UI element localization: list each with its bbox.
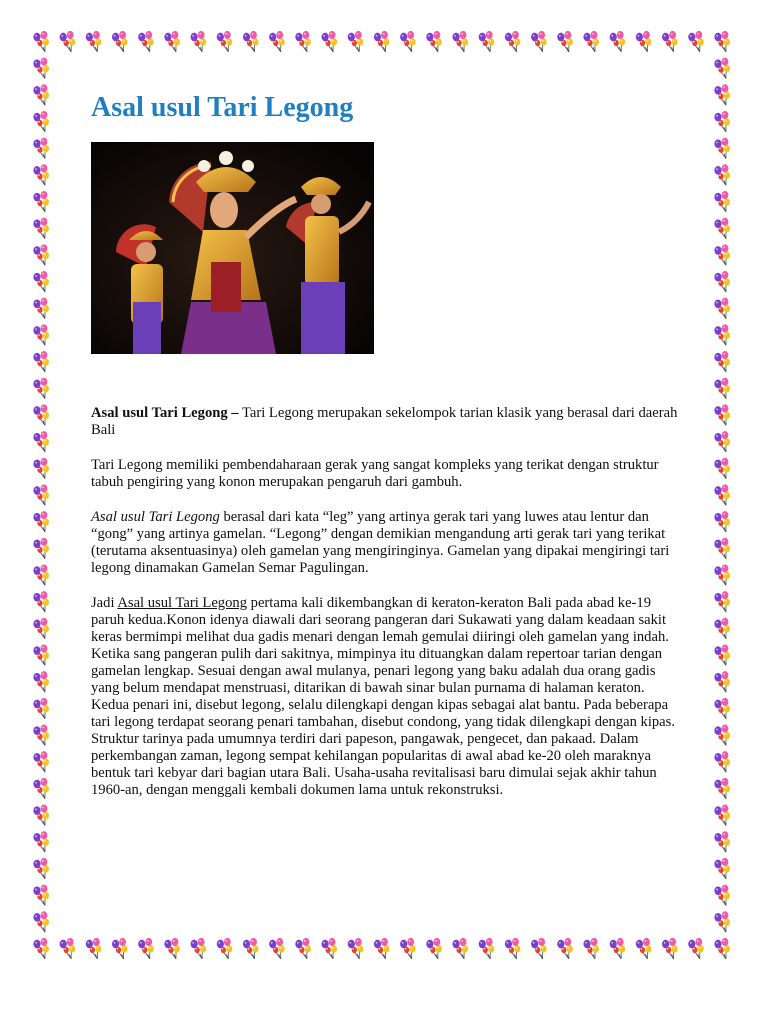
balloon-bunch-icon [583, 31, 599, 52]
balloon-bunch-icon [269, 31, 285, 52]
paragraph-sejarah [91, 595, 681, 799]
balloon-bunch-icon [714, 805, 730, 826]
balloon-bunch-icon [636, 31, 652, 52]
balloon-bunch-icon [33, 404, 49, 425]
balloon-bunch-icon [714, 138, 730, 159]
balloon-bunch-icon [714, 351, 730, 372]
balloon-bunch-icon [322, 938, 338, 959]
balloon-bunch-icon [714, 751, 730, 772]
balloon-bunch-icon [714, 458, 730, 479]
asal-usul-link[interactable]: Asal usul Tari Legong [117, 595, 247, 611]
sejarah-prefix: Jadi [91, 595, 118, 611]
balloon-bunch-icon [33, 858, 49, 879]
balloon-bunch-icon [714, 725, 730, 746]
balloon-bunch-icon [505, 938, 521, 959]
balloon-bunch-icon [33, 938, 49, 959]
balloon-bunch-icon [33, 271, 49, 292]
balloon-bunch-icon [217, 31, 233, 52]
article-body [91, 405, 681, 817]
page-title: Asal usul Tari Legong [91, 92, 354, 123]
balloon-bunch-icon [714, 218, 730, 239]
balloon-bunch-icon [714, 164, 730, 185]
balloon-bunch-icon [33, 324, 49, 345]
balloon-bunch-icon [112, 31, 128, 52]
balloon-bunch-icon [33, 458, 49, 479]
balloon-bunch-icon [191, 31, 207, 52]
balloon-bunch-icon [33, 698, 49, 719]
balloon-bunch-icon [714, 858, 730, 879]
balloon-bunch-icon [531, 938, 547, 959]
balloon-bunch-icon [164, 31, 180, 52]
balloon-bunch-icon [557, 938, 573, 959]
balloon-bunch-icon [348, 938, 364, 959]
balloon-bunch-icon [714, 484, 730, 505]
balloon-bunch-icon [33, 191, 49, 212]
balloon-bunch-icon [191, 938, 207, 959]
balloon-bunch-icon [479, 31, 495, 52]
balloon-bunch-icon [714, 671, 730, 692]
intro-text: Tari Legong merupakan sekelompok tarian klasik yang berasal dari daerah Bali [91, 405, 678, 438]
balloon-bunch-icon [452, 938, 468, 959]
balloon-bunch-icon [714, 885, 730, 906]
balloon-bunch-icon [583, 938, 599, 959]
balloon-bunch-icon [714, 831, 730, 852]
balloon-bunch-icon [714, 644, 730, 665]
balloon-bunch-icon [610, 31, 626, 52]
balloon-bunch-icon [60, 31, 76, 52]
balloon-bunch-icon [217, 938, 233, 959]
balloon-bunch-icon [636, 938, 652, 959]
balloon-bunch-icon [33, 805, 49, 826]
balloon-bunch-icon [33, 218, 49, 239]
balloon-bunch-icon [714, 618, 730, 639]
balloon-bunch-icon [243, 938, 259, 959]
balloon-bunch-icon [33, 885, 49, 906]
balloon-bunch-icon [295, 31, 311, 52]
balloon-bunch-icon [60, 938, 76, 959]
balloon-bunch-icon [400, 938, 416, 959]
balloon-bunch-icon [714, 431, 730, 452]
balloon-bunch-icon [557, 31, 573, 52]
balloon-bunch-icon [714, 84, 730, 105]
balloon-bunch-icon [714, 31, 730, 52]
balloon-bunch-icon [33, 244, 49, 265]
etimologi-italic-lead: Asal usul Tari Legong [91, 509, 220, 525]
balloon-bunch-icon [714, 324, 730, 345]
balloon-bunch-icon [86, 938, 102, 959]
balloon-bunch-icon [33, 164, 49, 185]
balloon-bunch-icon [714, 298, 730, 319]
balloon-bunch-icon [714, 111, 730, 132]
etimologi-text: berasal dari kata “leg” yang artinya gerak tari yang luwes atau lentur dan “gong” yang artinya gamelan. “Legong” dengan demikian mengandung arti gerak tari yang terikat (terutama aksentuasinya) oleh gamelan yang mengiringinya. Gamelan yang dipakai mengiringi tari legong dinamakan Gamelan Semar Pagulingan. [91, 509, 670, 576]
intro-bold-lead: Asal usul Tari Legong – [91, 405, 239, 421]
balloon-bunch-icon [714, 511, 730, 532]
balloon-bunch-icon [33, 591, 49, 612]
balloon-bunch-icon [505, 31, 521, 52]
balloon-bunch-icon [33, 31, 49, 52]
balloon-bunch-icon [688, 938, 704, 959]
balloon-bunch-icon [86, 31, 102, 52]
balloon-bunch-icon [295, 938, 311, 959]
paragraph-etimologi [91, 509, 681, 577]
balloon-bunch-icon [714, 778, 730, 799]
balloon-bunch-icon [33, 58, 49, 79]
balloon-bunch-icon [662, 31, 678, 52]
balloon-bunch-icon [400, 31, 416, 52]
balloon-bunch-icon [374, 31, 390, 52]
balloon-bunch-icon [714, 58, 730, 79]
balloon-bunch-icon [33, 671, 49, 692]
sejarah-text: pertama kali dikembangkan di keraton-keraton Bali pada abad ke-19 paruh kedua.Konon idenya diawali dari seorang pangeran dari Sukawati yang dalam keadaan sakit keras bermimpi melihat dua gadis menari dengan lemah gemulai diiringi oleh gamelan yang indah. Ketika sang pangeran pulih dari sakitnya, mimpinya itu dituangkan dalam repertoar tarian dengan gamelan lengkap. Sesuai dengan awal mulanya, penari legong yang baku adalah dua orang gadis yang belum mendapat menstruasi, ditarikan di bawah sinar bulan purnama di halaman keraton. Kedua penari ini, disebut legong, selalu dilengkapi dengan kipas sebagai alat bantu. Pada beberapa tari legong terdapat seorang penari tambahan, disebut condong, yang tidak dilengkapi dengan kipas. Struktur tarinya pada umumnya terdiri dari papeson, pangawak, pengecet, dan pakaad. Dalam perkembangan zaman, legong sempat kehilangan popularitas di awal abad ke-20 oleh maraknya bentuk tari kebyar dari bagian utara Bali. Usaha-usaha revitalisasi baru dimulai sejak akhir tahun 1960-an, dengan menggali kembali dokumen lama untuk rekonstruksi. [91, 595, 675, 798]
legong-dancers-photo [91, 142, 374, 354]
balloon-bunch-icon [33, 351, 49, 372]
balloon-bunch-icon [33, 751, 49, 772]
balloon-bunch-icon [714, 938, 730, 959]
balloon-bunch-icon [33, 111, 49, 132]
balloon-bunch-icon [452, 31, 468, 52]
balloon-bunch-icon [714, 191, 730, 212]
balloon-bunch-icon [138, 938, 154, 959]
balloon-bunch-icon [714, 378, 730, 399]
balloon-bunch-icon [714, 911, 730, 932]
balloon-bunch-icon [714, 404, 730, 425]
balloon-bunch-icon [33, 831, 49, 852]
balloon-bunch-icon [426, 938, 442, 959]
balloon-bunch-icon [269, 938, 285, 959]
balloon-bunch-icon [479, 938, 495, 959]
balloon-bunch-icon [164, 938, 180, 959]
gerak-text: Tari Legong memiliki pembendaharaan gerak yang sangat kompleks yang terikat dengan struktur tabuh pengiring yang konon merupakan pengaruh dari gambuh. [91, 457, 659, 490]
balloon-bunch-icon [33, 511, 49, 532]
balloon-bunch-icon [33, 911, 49, 932]
balloon-bunch-icon [714, 591, 730, 612]
balloon-bunch-icon [33, 725, 49, 746]
balloon-bunch-icon [714, 698, 730, 719]
balloon-bunch-icon [33, 298, 49, 319]
balloon-bunch-icon [33, 644, 49, 665]
balloon-bunch-icon [138, 31, 154, 52]
balloon-bunch-icon [33, 484, 49, 505]
balloon-bunch-icon [348, 31, 364, 52]
balloon-bunch-icon [33, 538, 49, 559]
balloon-bunch-icon [610, 938, 626, 959]
balloon-bunch-icon [33, 138, 49, 159]
balloon-bunch-icon [112, 938, 128, 959]
balloon-bunch-icon [662, 938, 678, 959]
balloon-bunch-icon [426, 31, 442, 52]
balloon-bunch-icon [714, 538, 730, 559]
balloon-bunch-icon [33, 778, 49, 799]
balloon-bunch-icon [714, 271, 730, 292]
balloon-bunch-icon [33, 378, 49, 399]
balloon-bunch-icon [688, 31, 704, 52]
balloon-bunch-icon [33, 84, 49, 105]
balloon-bunch-icon [714, 564, 730, 585]
balloon-bunch-icon [243, 31, 259, 52]
balloon-bunch-icon [374, 938, 390, 959]
paragraph-gerak [91, 457, 681, 491]
balloon-bunch-icon [322, 31, 338, 52]
balloon-bunch-icon [33, 564, 49, 585]
balloon-bunch-icon [33, 618, 49, 639]
balloon-bunch-icon [714, 244, 730, 265]
paragraph-intro [91, 405, 681, 439]
balloon-bunch-icon [531, 31, 547, 52]
balloon-bunch-icon [33, 431, 49, 452]
